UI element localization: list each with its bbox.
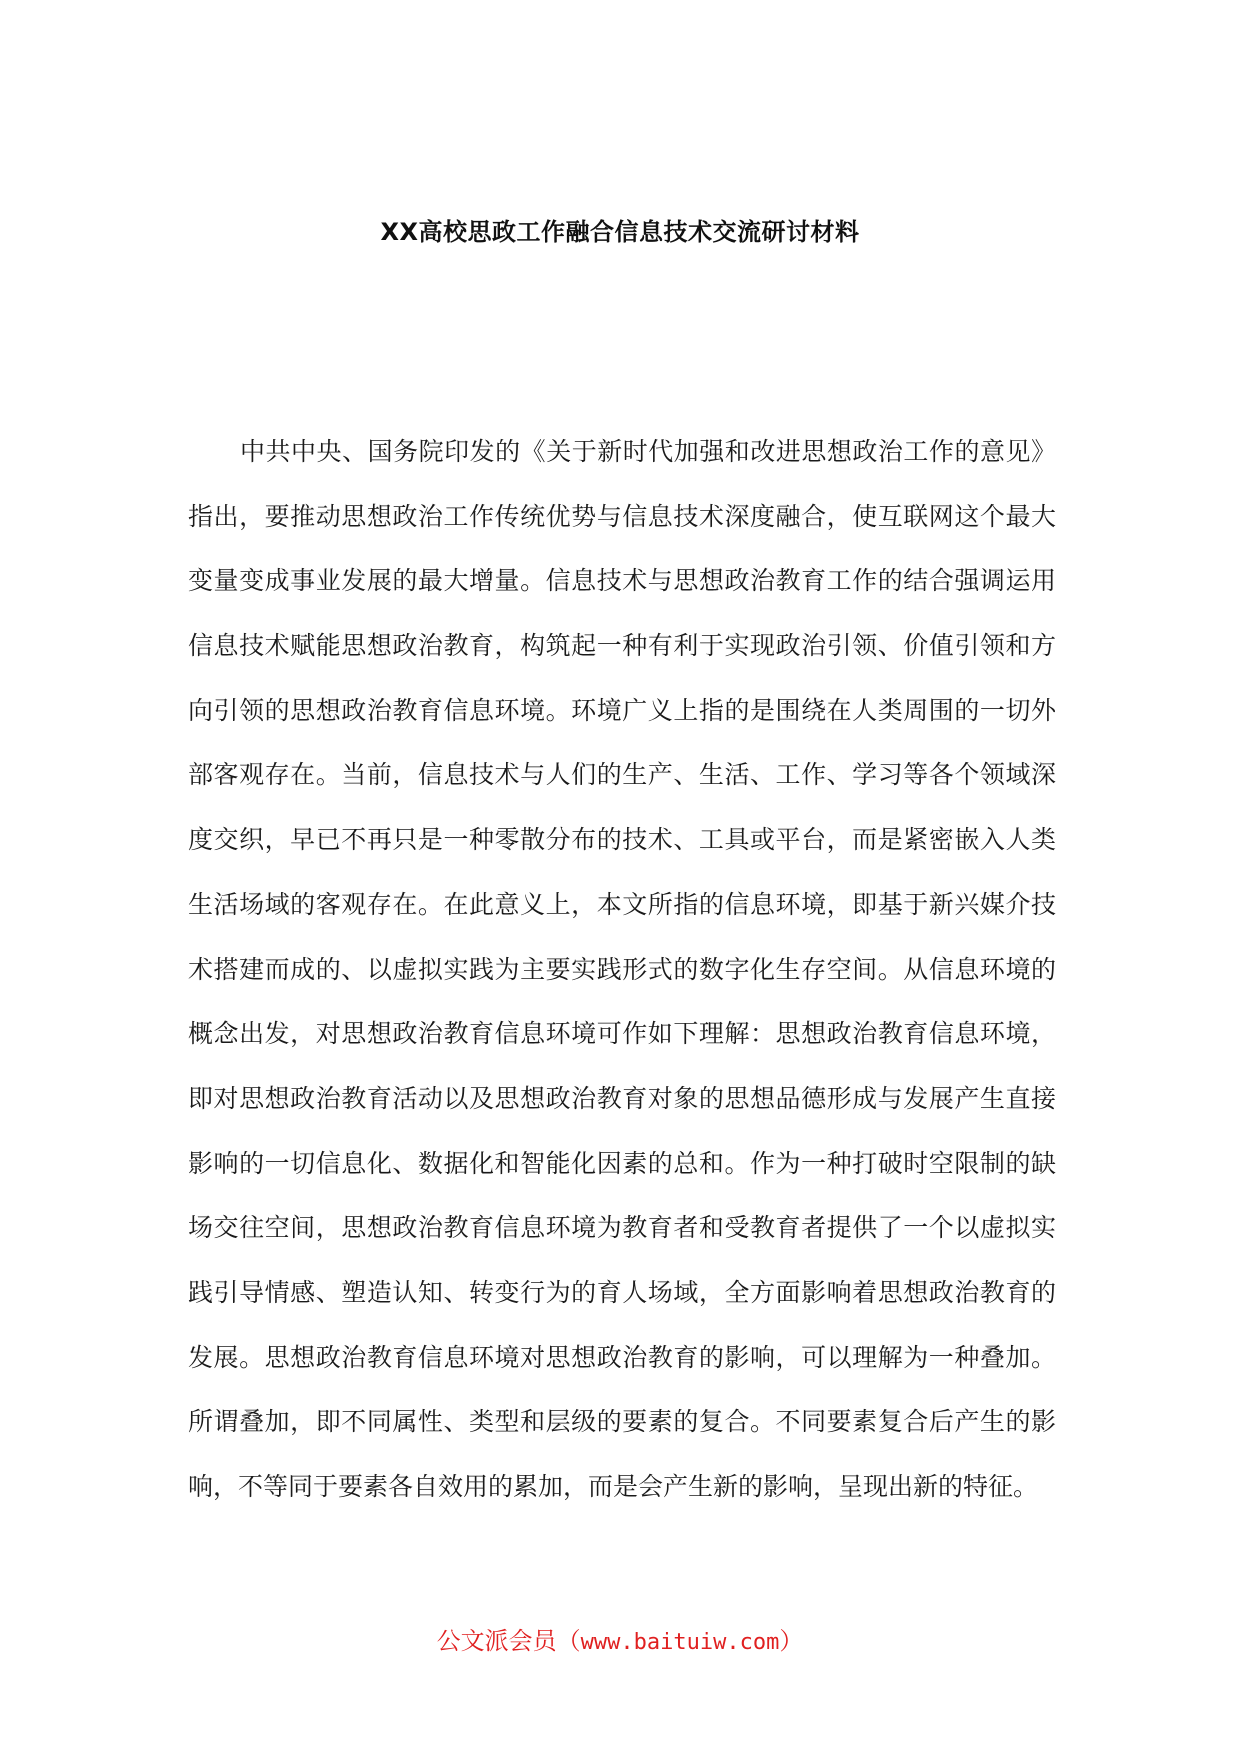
paragraph-line: 度交织，早已不再只是一种零散分布的技术、工具或平台，而是紧密嵌入人类: [188, 825, 1056, 855]
footer-label: 公文派会员（: [436, 1627, 581, 1655]
paragraph-line: 响，不等同于要素各自效用的累加，而是会产生新的影响，呈现出新的特征。: [188, 1472, 1039, 1501]
document-title: XX高校思政工作融合信息技术交流研讨材料: [380, 218, 860, 246]
paragraph-line: 中共中央、国务院印发的《关于新时代加强和改进思想政治工作的意见》: [240, 437, 1056, 466]
paragraph-line: 影响的一切信息化、数据化和智能化因素的总和。作为一种打破时空限制的缺: [188, 1148, 1056, 1178]
paragraph-line: 即对思想政治教育活动以及思想政治教育对象的思想品德形成与发展产生直接: [188, 1083, 1056, 1113]
footer-close: ）: [779, 1627, 804, 1655]
paragraph-line: 部客观存在。当前，信息技术与人们的生产、生活、工作、学习等各个领域深: [188, 760, 1056, 790]
paragraph-line: 生活场域的客观存在。在此意义上，本文所指的信息环境，即基于新兴媒介技: [188, 889, 1056, 919]
paragraph-line: 指出，要推动思想政治工作传统优势与信息技术深度融合，使互联网这个最大: [188, 501, 1056, 531]
paragraph-line: 场交往空间，思想政治教育信息环境为教育者和受教育者提供了一个以虚拟实: [188, 1213, 1056, 1243]
footer-site-link[interactable]: www.baituiw.com: [580, 1630, 780, 1655]
paragraph-line: 信息技术赋能思想政治教育，构筑起一种有利于实现政治引领、价值引领和方: [188, 631, 1056, 661]
paragraph-line: 发展。思想政治教育信息环境对思想政治教育的影响，可以理解为一种叠加。: [188, 1342, 1056, 1372]
body-paragraph: [188, 420, 1056, 1520]
paragraph-line: 践引导情感、塑造认知、转变行为的育人场域，全方面影响着思想政治教育的: [188, 1277, 1056, 1307]
footer-watermark: [0, 1625, 1240, 1659]
paragraph-line: 向引领的思想政治教育信息环境。环境广义上指的是围绕在人类周围的一切外: [188, 695, 1056, 725]
paragraph-line: 变量变成事业发展的最大增量。信息技术与思想政治教育工作的结合强调运用: [188, 566, 1056, 596]
paragraph-line: 术搭建而成的、以虚拟实践为主要实践形式的数字化生存空间。从信息环境的: [188, 954, 1056, 984]
paragraph-line: 概念出发，对思想政治教育信息环境可作如下理解：思想政治教育信息环境，: [188, 1019, 1056, 1049]
paragraph-line: 所谓叠加，即不同属性、类型和层级的要素的复合。不同要素复合后产生的影: [188, 1407, 1056, 1437]
